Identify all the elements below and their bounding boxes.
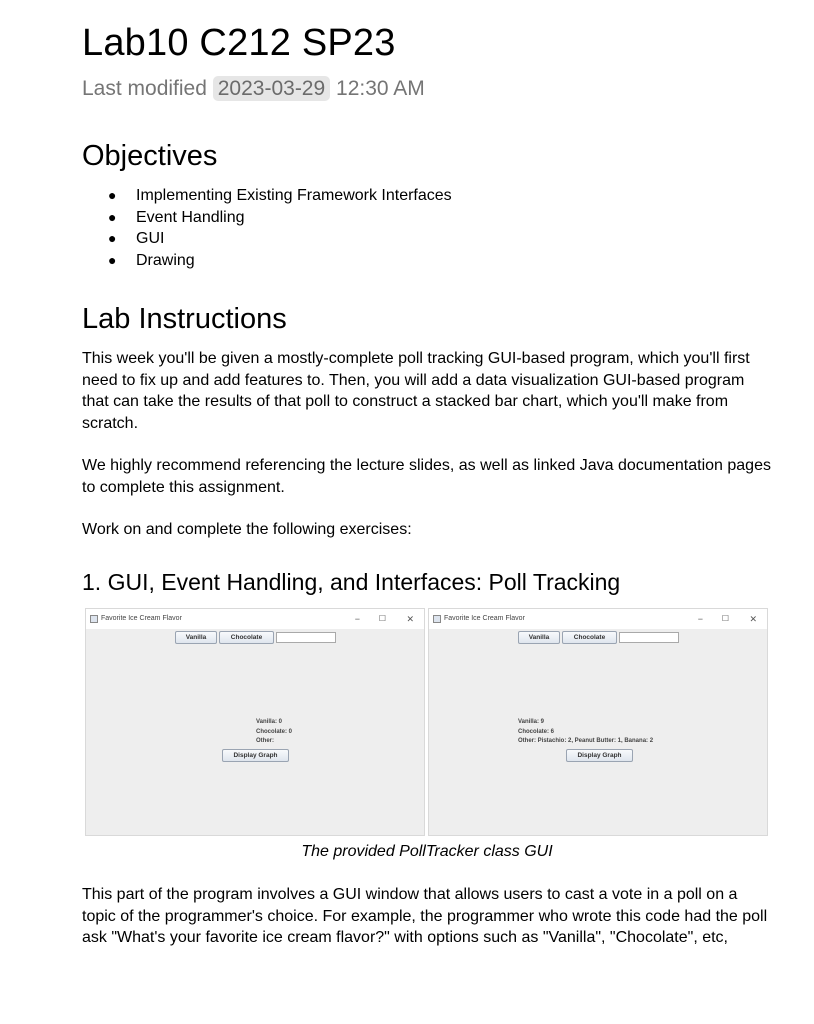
chocolate-count: Chocolate: 6 [518,728,555,735]
minimize-icon[interactable]: − [697,614,703,624]
list-item [108,228,452,250]
poll-results [518,718,653,747]
lab-instructions-heading: Lab Instructions [82,303,287,335]
window-titlebar [86,609,424,629]
vanilla-count: Vanilla: 0 [256,719,283,725]
poll-tracker-screenshot-initial [85,608,425,836]
section-1-heading: 1. GUI, Event Handling, and Interfaces: Poll Tracking [82,569,621,595]
chocolate-count: Chocolate: 0 [256,728,293,735]
window-titlebar [429,609,767,629]
vanilla-button[interactable]: Vanilla [175,631,217,644]
list-item-text: Implementing Existing Framework Interfaces [136,187,452,204]
bullet-icon: ● [108,208,117,225]
bullet-icon: ● [108,230,117,246]
window-title: Favorite Ice Cream Flavor [101,615,182,622]
chocolate-button[interactable]: Chocolate [562,631,617,644]
close-icon[interactable]: ✕ [406,614,414,624]
list-item [108,185,452,207]
other-count: Other: Pistachio: 2, Peanut Butter: 1, Banana: 2 [518,738,654,744]
chocolate-button[interactable]: Chocolate [219,631,274,644]
instructions-paragraph-1: This week you'll be given a mostly-complete poll tracking GUI-based program, which you'll first need to fix up and add features to. Then, you will add a data visualization GUI-based program that can take the results of that poll to construct a stacked bar chart, which you'll make from scratch. [82,350,750,432]
bullet-icon: ● [108,251,117,268]
last-modified [82,77,425,101]
objectives-heading: Objectives [82,140,218,172]
maximize-icon[interactable]: ☐ [721,614,729,623]
modified-time: 12:30 AM [336,77,425,100]
list-item-text: Event Handling [136,208,245,226]
minimize-icon[interactable]: − [354,614,360,624]
other-flavor-input[interactable] [276,632,336,643]
list-item [108,250,452,272]
list-item-text: Drawing [136,251,195,269]
document-title: Lab10 C212 SP23 [82,22,396,64]
instructions-paragraph-3: Work on and complete the following exercises: [82,521,412,538]
display-graph-button[interactable]: Display Graph [222,749,289,762]
display-graph-button[interactable]: Display Graph [566,749,633,762]
other-flavor-input[interactable] [619,632,679,643]
java-app-icon [433,615,441,623]
poll-results [256,718,292,747]
section-1-paragraph: This part of the program involves a GUI window that allows users to cast a vote in a poll on a topic of the programmer's choice. For example, the programmer who wrote this code had the poll ask "What's your favorite ice cream flavor?" with options such as "Vanilla", "Chocolate", etc, [82,886,768,946]
objectives-list [108,185,452,271]
maximize-icon[interactable]: ☐ [378,614,386,623]
close-icon[interactable]: ✕ [749,614,757,624]
instructions-paragraph-2: We highly recommend referencing the lecture slides, as well as linked Java documentation pages to complete this assignment. [82,457,771,496]
figure-caption: The provided PollTracker class GUI [301,843,553,860]
window-title: Favorite Ice Cream Flavor [444,615,525,622]
vanilla-count: Vanilla: 9 [518,719,545,725]
vanilla-button[interactable]: Vanilla [518,631,560,644]
bullet-icon: ● [108,187,117,203]
list-item-text: GUI [136,230,165,247]
other-count: Other: [256,738,274,744]
list-item [108,207,452,229]
poll-tracker-screenshot-votes [428,608,768,836]
modified-prefix: Last modified [82,77,207,100]
modified-date-chip[interactable]: 2023-03-29 [213,76,330,101]
java-app-icon [90,615,98,623]
